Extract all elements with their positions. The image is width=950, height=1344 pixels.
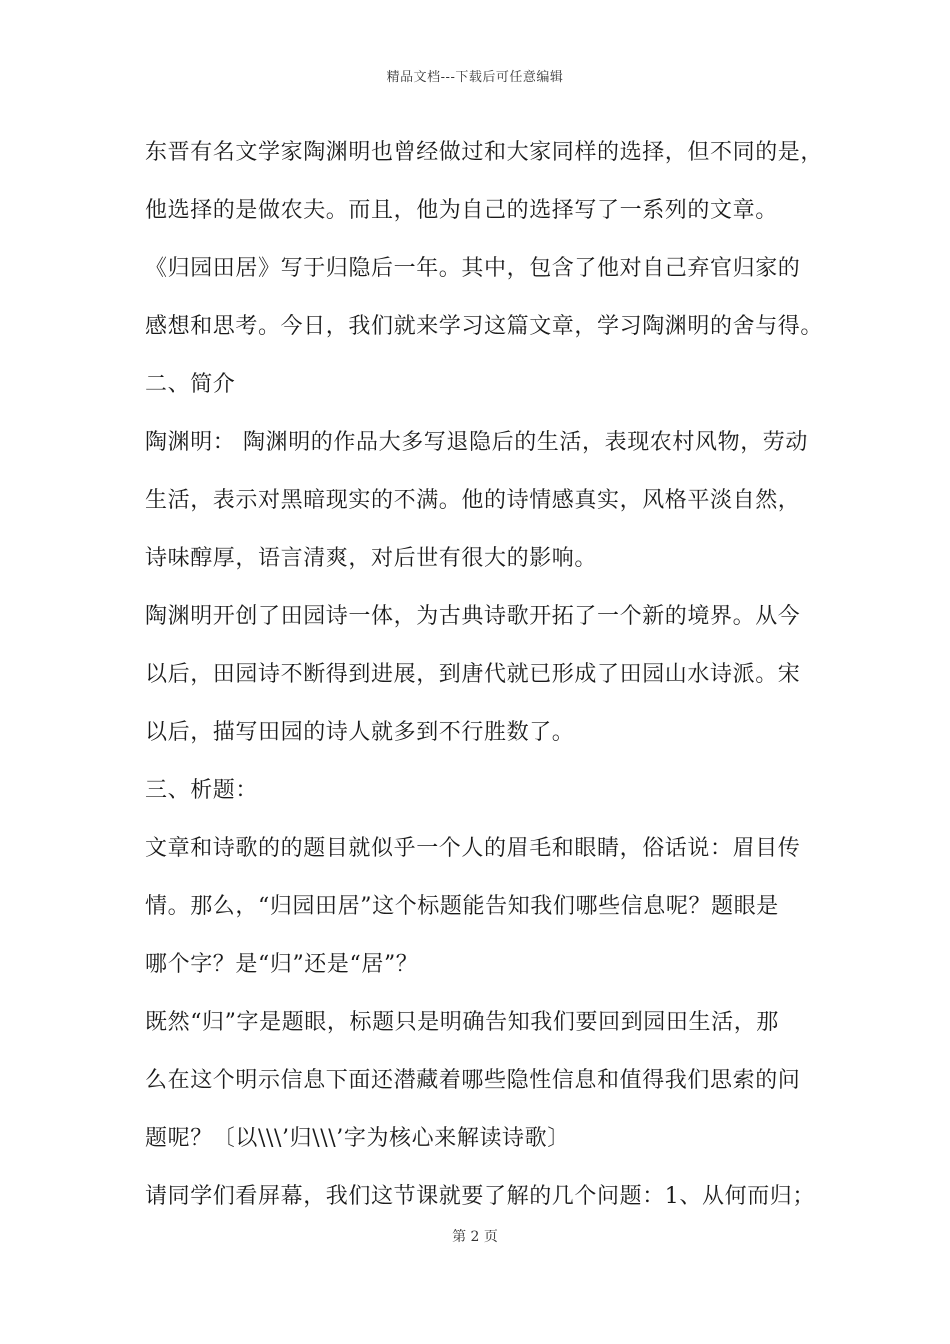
text-line: 《归园田居》写于归隐后一年。其中，包含了他对自己弃官归家的 — [145, 256, 801, 281]
text-line: 生活，表示对黑暗现实的不满。他的诗情感真实，风格平淡自然， — [145, 488, 801, 513]
page-header: 精品文档---下载后可任意编辑 — [386, 70, 564, 85]
text-line: 以后，田园诗不断得到进展，到唐代就已形成了田园山水诗派。宋 — [145, 662, 801, 687]
document-body — [145, 124, 824, 1226]
section-heading: 三、析题： — [145, 778, 259, 803]
text-line: 东晋有名文学家陶渊明也曾经做过和大家同样的选择，但不同的是， — [145, 140, 824, 165]
text-line: 陶渊明开创了田园诗一体，为古典诗歌开拓了一个新的境界。从今 — [145, 604, 801, 629]
text-line: 请同学们看屏幕，我们这节课就要了解的几个问题：1、从何而归； — [145, 1184, 815, 1209]
text-line: 他选择的是做农夫。而且，他为自己的选择写了一系列的文章。 — [145, 198, 778, 223]
text-line: 文章和诗歌的的题目就似乎一个人的眉毛和眼睛，俗话说：眉目传 — [145, 836, 801, 861]
text-line: 既然“归”字是题眼，标题只是明确告知我们要回到园田生活，那 — [145, 1010, 779, 1035]
page-number: 第 2 页 — [452, 1229, 498, 1245]
text-line: 题呢？〔以\\\’归\\\’字为核心来解读诗歌〕 — [145, 1126, 570, 1151]
text-line: 哪个字？是“归”还是“居”？ — [145, 952, 419, 977]
text-line: 么在这个明示信息下面还潜藏着哪些隐性信息和值得我们思索的问 — [145, 1068, 801, 1093]
text-line: 感想和思考。今日，我们就来学习这篇文章，学习陶渊明的舍与得。 — [145, 314, 824, 339]
text-line: 诗味醇厚，语言清爽，对后世有很大的影响。 — [145, 546, 598, 571]
section-heading: 二、简介 — [145, 372, 236, 397]
text-line: 以后，描写田园的诗人就多到不行胜数了。 — [145, 720, 575, 745]
text-line: 陶渊明： 陶渊明的作品大多写退隐后的生活，表现农村风物，劳动 — [145, 430, 808, 455]
text-line: 情。那么，“归园田居”这个标题能告知我们哪些信息呢？题眼是 — [145, 894, 779, 919]
